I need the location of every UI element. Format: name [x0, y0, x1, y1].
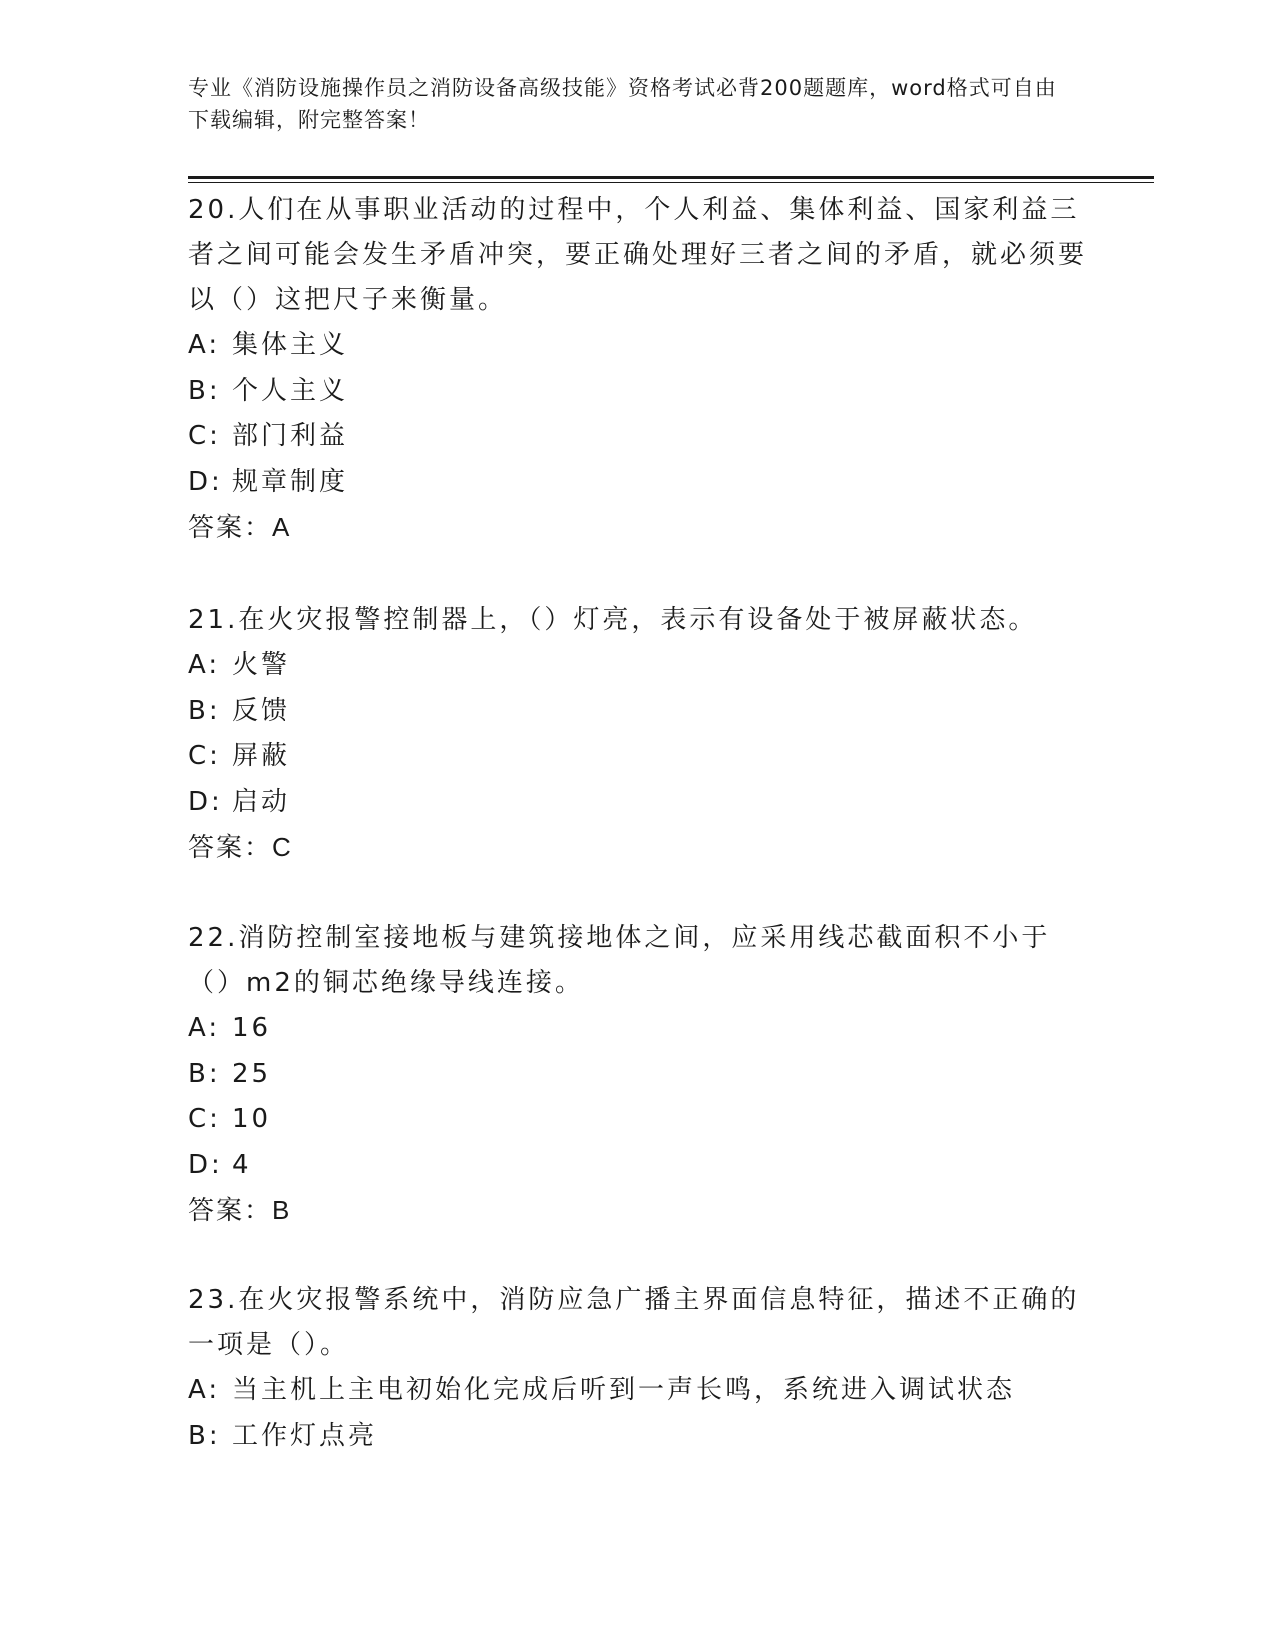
header-divider-thin — [188, 182, 1154, 183]
option-text: 个人主义 — [232, 375, 349, 406]
option-a — [188, 323, 1088, 369]
option-c — [188, 734, 1088, 780]
option-text: 10 — [232, 1104, 272, 1134]
option-letter: C: — [188, 421, 221, 451]
option-letter: B: — [188, 1058, 221, 1089]
option-letter: D: — [188, 786, 223, 817]
answer-value: B — [272, 1195, 292, 1225]
option-text: 4 — [232, 1149, 252, 1180]
option-letter: B: — [188, 695, 221, 726]
answer-label: 答案： — [188, 1196, 273, 1226]
question-stem: 22.消防控制室接地板与建筑接地体之间，应采用线芯截面积不小于（）m2的铜芯绝缘导线连接。 — [188, 923, 1051, 998]
option-letter: C: — [188, 741, 221, 771]
option-text: 25 — [232, 1058, 272, 1089]
option-a — [188, 1006, 1088, 1052]
option-text: 工作灯点亮 — [232, 1420, 378, 1451]
answer-label: 答案： — [188, 833, 273, 863]
answer-line — [188, 1188, 1088, 1235]
answer-value: C — [272, 832, 293, 862]
answer-line — [188, 505, 1088, 552]
option-b — [188, 1414, 1088, 1460]
option-b — [188, 689, 1088, 735]
option-letter: C: — [188, 1104, 221, 1134]
option-a — [188, 1368, 1088, 1414]
answer-line — [188, 825, 1088, 872]
option-text: 屏蔽 — [232, 741, 291, 771]
question-stem: 23.在火灾报警系统中，消防应急广播主界面信息特征，描述不正确的一项是（）。 — [188, 1285, 1080, 1360]
option-letter: A: — [188, 650, 221, 680]
question-23 — [188, 1278, 1088, 1459]
option-c — [188, 414, 1088, 460]
option-d — [188, 780, 1088, 826]
answer-value: A — [272, 512, 292, 542]
option-text: 部门利益 — [232, 421, 349, 451]
header-divider-thick — [188, 176, 1154, 179]
option-text: 集体主义 — [232, 330, 349, 360]
option-letter: A: — [188, 1375, 221, 1405]
option-d — [188, 1143, 1088, 1189]
option-d — [188, 460, 1088, 506]
option-letter: A: — [188, 330, 221, 360]
question-stem: 21.在火灾报警控制器上，（）灯亮，表示有设备处于被屏蔽状态。 — [188, 605, 1038, 635]
question-22 — [188, 916, 1088, 1235]
option-text: 启动 — [232, 786, 291, 817]
option-c — [188, 1097, 1088, 1143]
option-letter: B: — [188, 375, 221, 406]
question-20 — [188, 188, 1088, 552]
option-b — [188, 1052, 1088, 1098]
option-text: 当主机上主电初始化完成后听到一声长鸣，系统进入调试状态 — [232, 1375, 1016, 1405]
option-letter: B: — [188, 1420, 221, 1451]
answer-label: 答案： — [188, 513, 273, 543]
option-text: 16 — [232, 1013, 272, 1043]
option-text: 火警 — [232, 650, 291, 680]
option-text: 反馈 — [232, 695, 291, 726]
document-header: 专业《消防设施操作员之消防设备高级技能》资格考试必背200题题库，word格式可自由下载编辑，附完整答案！ — [188, 76, 1057, 132]
question-21 — [188, 598, 1088, 872]
option-b — [188, 369, 1088, 415]
option-text: 规章制度 — [232, 466, 349, 497]
question-stem: 20.人们在从事职业活动的过程中，个人利益、集体利益、国家利益三者之间可能会发生矛盾冲突，要正确处理好三者之间的矛盾，就必须要以（）这把尺子来衡量。 — [188, 195, 1088, 315]
option-letter: D: — [188, 466, 223, 497]
option-a — [188, 643, 1088, 689]
option-letter: A: — [188, 1013, 221, 1043]
option-letter: D: — [188, 1149, 223, 1180]
